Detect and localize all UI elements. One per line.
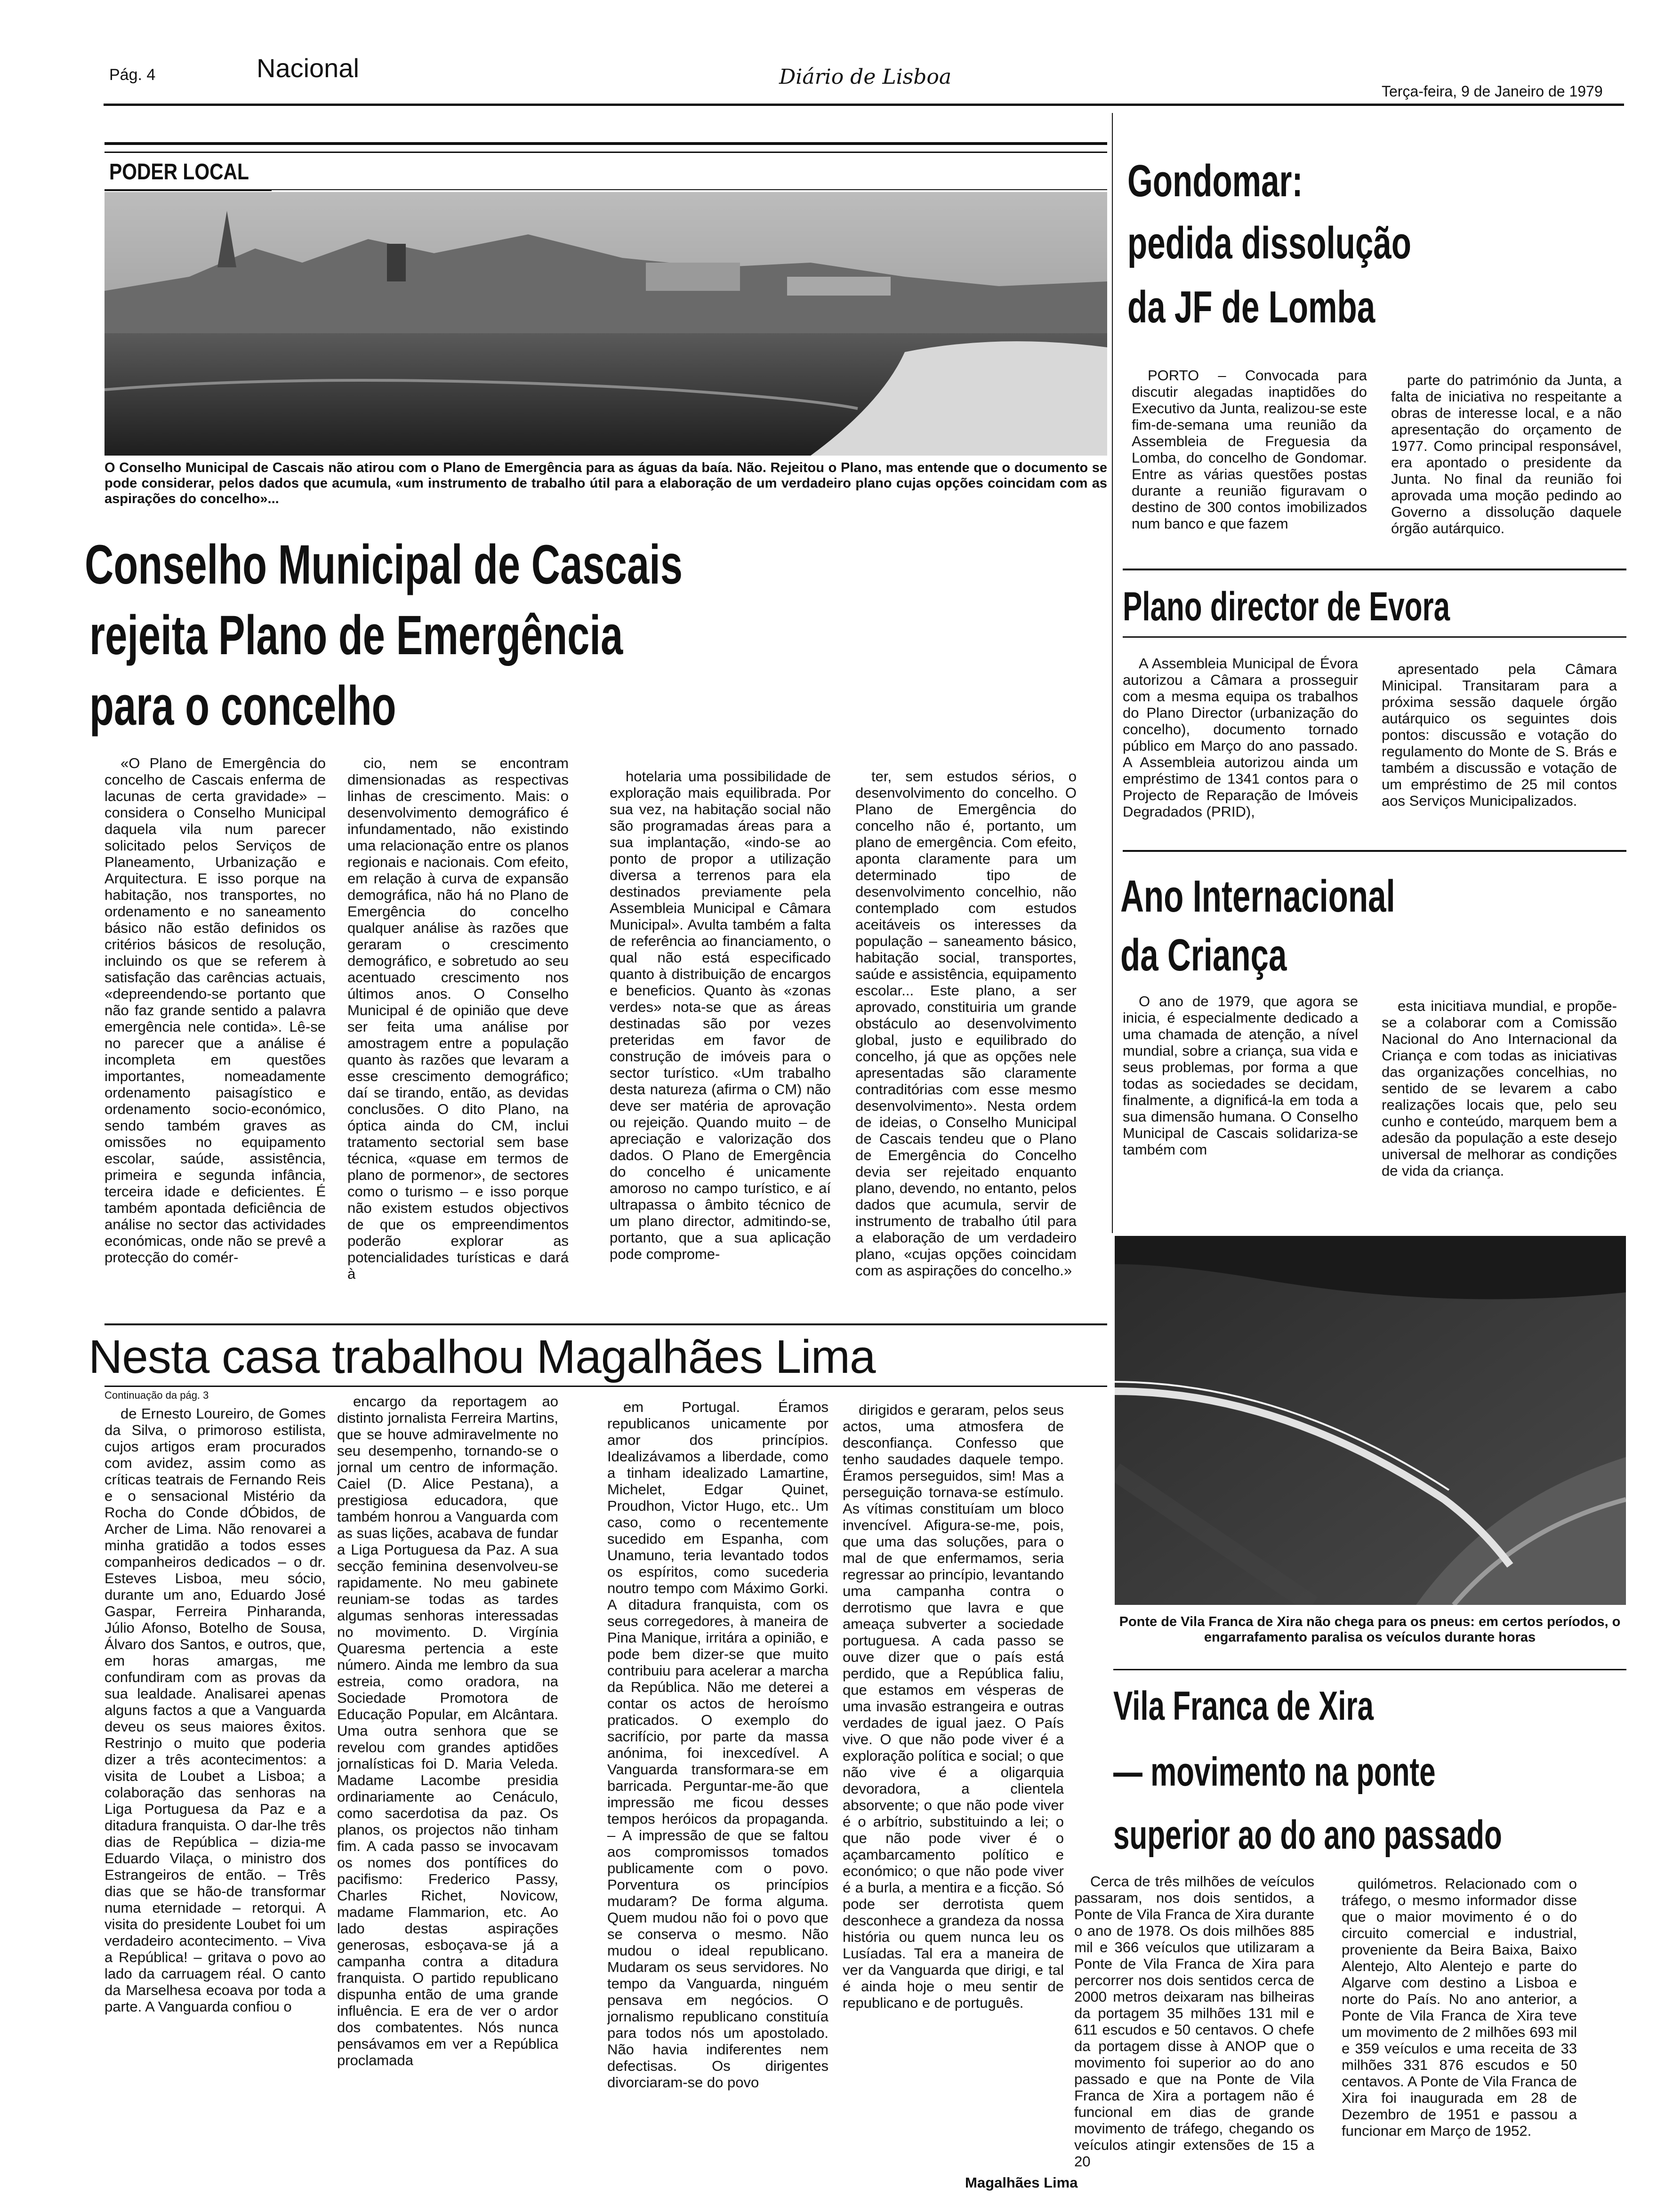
vila-franca-bridge-photo — [1115, 1236, 1626, 1605]
magalhaes-text-col3 — [607, 1399, 828, 2204]
cascais-text-col2 — [347, 755, 569, 1301]
vila-franca-text-col1 — [1074, 1873, 1314, 2203]
magalhaes-text-col4-body: dirigidos e geraram, pelos seus actos, uma atmosfera de desconfiança. Confesso que tenho saudades daquele tempo. Éramos perseguidos, sim! Mas a perseguição tornava-se estímulo. As vítimas constituíam um bloco invencível. Afigura-se-me, pois, que uma das soluções, para o mal de que enfermamos, seria regressar ao princípio, levantando uma campanha contra o derrotismo que lavra e que ameaça subverter a sociedade portuguesa. A cada passo se ouve dizer que o país está perdido, que a República faliu, que estamos em vésperas de uma invasão estrangeira e outras verdades de igual jaez. O País vive. O que não pode viver é a exploração política e social; o que não vive é a oligarquia devoradora, a clientela absorvente; o que não pode viver é o arbítrio, substituindo a lei; o que não pode viver é o açambarcamento político e económico; o que não pode viver é a burla, a mentira e a ficção. Só pode ser derrotista quem desconhece a grandeza da nossa história ou quem nunca leu os Lusíadas. Tal era a maneira de ver da Vanguarda que dirigi, e tal é ainda hoje o meu sentir de republicano e de português. — [843, 1402, 1064, 2011]
cascais-text-col1-body: «O Plano de Emergência do concelho de Cascais enferma de lacunas de certa gravidade» – considera o Conselho Municipal daquela vila num parecer solicitado pelos Serviços de Planeamento, Urbanização e Arquitectura. E isso porque na habitação, nos transportes, no ordenamento e no saneamento básico não estão definidos os critérios básicos de resolução, incluindo os que se referem à satisfação das carências actuais, «depreendendo-se portanto que não faz grande sentido a palavra emergência nele contida». Lê-se no parecer que a análise é incompleta em questões importantes, nomeadamente ordenamento paisagístico e ordenamento socio-económico, sendo também graves as omissões no equipamento escolar, saúde, assistência, primeira e segunda infância, terceira idade e deficientes. É também apontada deficiência de análise no sector das actividades económicas, onde não se prevê a protecção do comér- — [105, 755, 326, 1266]
cascais-bottom-rule — [105, 1323, 1107, 1325]
evora-text-col1-body: A Assembleia Municipal de Évora autorizou a Câmara a prosseguir com a mesma equipa os trabalhos do Plano Director (urbanização do concelho), documento tornado público em Março do ano passado. A Assembleia autorizou ainda um empréstimo de 1341 contos para o Projecto de Reparação de Imóveis Degradados (PRID), — [1123, 655, 1358, 820]
cascais-bay-photo — [105, 192, 1107, 456]
cascais-text-col1 — [105, 755, 326, 1301]
cascais-text-col4-body: ter, sem estudos sérios, o desenvolvimento do concelho. O Plano de Emergência do concelho não é, portanto, um plano de emergência. Com efeito, aponta claramente para um determinado tipo de desenvolvimento concelhio, não contemplado com estudos aceitáveis os interesses da população – saneamento básico, habitação social, transportes, saúde e assistência, equipamento escolar... Este plano, a ser aprovado, constituiria um grande obstáculo ao desenvolvimento global, justo e equilibrado do concelho, já que as opções nele apresentadas são claramente contraditórias com esse mesmo desenvolvimento». Nesta ordem de ideias, o Conselho Municipal de Cascais tendeu que o Plano de Emergência do Concelho devia ser rejeitado enquanto plano, devendo, no entanto, pelos dados que acumula, servir de instrumento de trabalho útil para a elaboração de um verdadeiro plano, «cujas opções coincidam com as aspirações do concelho.» — [855, 768, 1077, 1279]
evora-headline-rule — [1123, 636, 1626, 638]
cascais-text-col3-body: hotelaria uma possibilidade de exploração mais equilibrada. Por sua vez, na habitação social não são programadas áreas para a sua implantação, «indo-se ao ponto de propor a utilização diversa a terrenos para ela destinados previamente pela Assembleia Municipal e Câmara Municipal». Avulta também a falta de referência ao financiamento, o qual não está especificado quanto à distribuição de encargos e beneficios. Quanto às «zonas verdes» nota-se que as áreas destinadas são por vezes preteridas em favor de construção de imóveis para o sector turístico. «Um trabalho desta natureza (afirma o CM) não deve ser matéria de aprovação ou rejeição. Quando muito – de apreciação e valorização dos dados. O Plano de Emergência do concelho é unicamente amoroso no campo turístico, e aí ultrapassa o âmbito técnico de um plano director, admitindo-se, portanto, que a sua aplicação pode comprome- — [610, 768, 831, 1262]
vila-franca-headline-line3: superior ao do ano passado — [1113, 1812, 1502, 1858]
magalhaes-text-col3-body: em Portugal. Éramos republicanos unicamente por amor dos princípios. Idealizávamos a liberdade, como a tinham idealizado Lamartine, Michelet, Edgar Quinet, Proudhon, Victor Hugo, etc.. Um caso, como o recentemente sucedido em Espanha, com Unamuno, teria levantado todos os espíritos, como sucederia noutro tempo com Máximo Gorki. A ditadura franquista, com os seus corregedores, à maneira de Pina Manique, irritára a opinião, e pode bem dizer-se que muito contribuiu para acelerar a marcha da República. Não me deterei a contar os actos de heroísmo praticados. O exemplo do sacrifício, por parte da massa anónima, foi inexcedível. A Vanguarda transformara-se em barricada. Perguntar-me-ão que impressão me ficou desses tempos heróicos da propaganda. – A impressão de que se faltou aos compromissos tomados publicamente com o povo. Porventura os princípios mudaram? De forma alguma. Quem mudou não foi o povo que se conserva o mesmo. Não mudou o ideal republicano. Mudaram os seus servidores. No tempo da Vanguarda, ninguém pensava em negócios. O jornalismo republicano constituía para todos nós um apostolado. Não havia indiferentes nem defectisas. Os dirigentes divorciaram-se do povo — [607, 1399, 828, 2091]
section-name: Nacional — [257, 53, 359, 83]
issue-date: Terça-feira, 9 de Janeiro de 1979 — [1382, 83, 1603, 100]
crianca-text-col2-body: esta inicitiava mundial, e propõe-se a colaborar com a Comissão Nacional do Ano Internacional da Criança e com todas as iniciativas das organizações concelhias, no sentido de se levarem a cabo realizações locais que, pelo seu cunho e conteúdo, marquem bem a adesão da população a este desejo universal de melhorar as condições de vida da criança. — [1382, 998, 1617, 1179]
cascais-photo-caption: O Conselho Municipal de Cascais não atirou com o Plano de Emergência para as águas da baía. Não. Rejeitou o Plano, mas entende que o documento se pode considerar, pelos dados que acumula, «um instrumento de trabalho útil para a elaboração de um verdadeiro plano cujas opções coincidam com as aspirações do concelho»... — [105, 460, 1107, 506]
masthead-rule — [104, 104, 1624, 106]
evora-headline: Plano director de Evora — [1123, 584, 1450, 629]
gondomar-bottom-rule — [1123, 569, 1626, 570]
vila-franca-headline-line2: — movimento na ponte — [1113, 1749, 1436, 1795]
cascais-text-col2-body: cio, nem se encontram dimensionadas as respectivas linhas de crescimento. Mais: o desenvolvimento demográfico é infundamentado, não existindo uma relacionação entre os planos regionais e nacionais. Com efeito, em relação à curva de expansão demográfica, não há no Plano de Emergência do concelho qualquer análise às razões que geraram o crescimento demográfico, e sobretudo ao seu acentuado crescimento nos últimos anos. O Conselho Municipal é de opinião que deve ser feita uma análise por amostragem entre a população quanto às razões que levaram a esse crescimento demográfico; daí se tirando, então, as devidas conclusões. O dito Plano, na óptica ainda do CM, inclui tratamento sectorial sem base técnica, «quase em termos de plano de pormenor», de sectores como o turismo – e isso porque não existem estudos objectivos de que os empreendimentos poderão explorar as potencialidades turísticas e dará à — [347, 755, 569, 1282]
vila-franca-caption-rule — [1113, 1669, 1626, 1670]
magalhaes-signature: Magalhães Lima — [965, 2174, 1078, 2191]
crianca-text-col1-body: O ano de 1979, que agora se inicia, é especialmente dedicado a uma chamada de atenção, a nível mundial, sobre a criança, sua vida e seus problemas, por forma a que todas as sociedades se decidam, finalmente, a dignificá-la em toda a sua dimensão humana. O Conselho Municipal de Cascais solidariza-se também com — [1123, 993, 1358, 1158]
vila-franca-text-col2-body: quilómetros. Relacionado com o tráfego, o mesmo informador disse que o maior movimento é o do circuito comercial e industrial, proveniente da Beira Baixa, Baixo Alentejo, Alto Alentejo e parte do Algarve com destino a Lisboa e norte do País. No ano anterior, a Ponte de Vila Franca de Xira teve um movimento de 2 milhões 693 mil e 359 veículos e uma receita de 33 milhões 331 876 escudos e 50 centavos. A Ponte de Vila Franca de Xira foi inaugurada em 28 de Dezembro de 1951 e passou a funcionar em Março de 1952. — [1342, 1875, 1577, 2139]
cascais-headline-line1: Conselho Municipal de Cascais — [85, 534, 683, 596]
evora-text-col1 — [1123, 655, 1358, 843]
magalhaes-text-col4 — [843, 1402, 1064, 2164]
magalhaes-headline-rule — [105, 1386, 1107, 1387]
crianca-text-col1 — [1123, 993, 1358, 1200]
magalhaes-text-col2 — [337, 1393, 558, 2203]
vila-franca-headline-line1: Vila Franca de Xira — [1113, 1683, 1374, 1729]
magalhaes-text-col1-body: de Ernesto Loureiro, de Gomes da Silva, o primoroso estilista, cujos artigos eram procurados com avidez, assim como as críticas teatrais de Fernando Reis e o sensacional Mistério da Rocha do Conde dÓbidos, de Archer de Lima. Não renovarei a minha gratidão a todos esses companheiros dedicados – o dr. Esteves Lisboa, meu sócio, durante um ano, Eduardo José Gaspar, Ferreira Pinharanda, Júlio Afonso, Botelho de Sousa, Álvaro dos Santos, e outros, que, em horas amargas, me confundiram com as provas da sua lealdade. Analisarei apenas alguns factos a que a Vanguarda deveu os seus maiores êxitos. Restrinjo o muito que poderia dizer a três acontecimentos: a visita de Loubet a Lisboa; a colaboração das senhoras na Liga Portuguesa da Paz e a ditadura franquista. O dar-lhe três dias de República – dizia-me Eduardo Vilaça, o ministro dos Estrangeiros de então. – Três dias que se hão-de transformar numa eternidade – retorqui. A visita do presidente Loubet foi um verdadeiro acontecimento. – Viva a República! – gritava o povo ao lado da carruagem réal. O canto da Marselhesa ecoava por toda a parte. A Vanguarda confiou o — [105, 1405, 326, 2015]
vila-franca-photo-caption: Ponte de Vila Franca de Xira não chega para os pneus: em certos períodos, o engarrafamento paralisa os veículos durante horas — [1119, 1614, 1621, 1645]
magalhaes-headline: Nesta casa trabalhou Magalhães Lima — [88, 1330, 876, 1383]
gondomar-text-col1-body: PORTO – Convocada para discutir alegadas inaptidões do Executivo da Junta, realizou-se este fim-de-semana uma reunião da Assembleia de Freguesia da Lomba, do concelho de Gondomar. Entre as várias questões postas durante a reunião figuravam o destino de 300 contos imobilizados num banco e que fazem — [1132, 367, 1367, 532]
cascais-headline-line3: para o concelho — [89, 675, 396, 737]
vila-franca-text-col1-body: Cerca de três milhões de veículos passaram, nos dois sentidos, a Ponte de Vila Franca de Xira durante o ano de 1978. Os dois milhões 885 mil e 366 veículos que utilizaram a Ponte de Vila Franca de Xira para percorrer nos dois sentidos cerca de 2000 metros deixaram nas bilheiras da portagem 35 milhões 131 mil e 611 escudos e 50 centavos. O chefe da portagem disse à ANOP que o movimento foi superior ao do ano passado e que na Ponte de Vila Franca de Xira a portagem não é funcional em dias de grande movimento de tráfego, chegando os veículos atingir extensões de 15 a 20 — [1074, 1873, 1314, 2170]
newspaper-masthead: Diário de Lisboa — [779, 65, 952, 89]
evora-bottom-rule — [1123, 850, 1626, 852]
section-kicker: PODER LOCAL — [109, 160, 249, 184]
crianca-text-col2 — [1382, 998, 1617, 1205]
gondomar-headline-line3: da JF de Lomba — [1127, 282, 1375, 332]
kicker-rule-top — [105, 142, 1107, 145]
kicker-underline — [105, 189, 272, 191]
gondomar-headline-line1: Gondomar: — [1127, 156, 1303, 206]
page-number: Pág. 4 — [109, 66, 156, 84]
continuation-note: Continuação da pág. 3 — [105, 1389, 209, 1401]
cascais-text-col3 — [610, 768, 831, 1314]
crianca-headline-line2: da Criança — [1120, 930, 1287, 980]
magalhaes-text-col1 — [105, 1405, 326, 2205]
gondomar-headline-line2: pedida dissolução — [1127, 218, 1412, 268]
evora-text-col2-body: apresentado pela Câmara Minicipal. Transitaram para a próxima sessão daquele órgão autárquico os seguintes dois pontos: discussão e votação do regulamento do Monte de S. Brás e também a discussão e votação de um empréstimo de 25 mil contos aos Serviços Municipalizados. — [1382, 661, 1617, 809]
gondomar-text-col2-body: parte do património da Junta, a falta de iniciativa no respeitante a obras de interesse local, e a não apresentação do orçamento de 1977. Como principal responsável, era apontado o presidente da Junta. No final da reunião foi aprovada uma moção pedindo ao Governo a dissolução daquele órgão autárquico. — [1391, 372, 1622, 537]
magalhaes-text-col2-body: encargo da reportagem ao distinto jornalista Ferreira Martins, que se houve admiravelmente no seu desempenho, tornando-se o jornal um centro de informação. Caiel (D. Alice Pestana), a prestigiosa educadora, que também honrou a Vanguarda com as suas lições, acabava de fundar a Liga Portuguesa da Paz. A sua secção feminina desenvolveu-se rapidamente. No meu gabinete reuniam-se todas as tardes algumas senhoras interessadas no movimento. D. Virgínia Quaresma pertencia a este número. Ainda me lembro da sua estreia, como oradora, na Sociedade Promotora de Educação Popular, em Alcântara. Uma outra senhora que se revelou com grandes aptidões jornalísticas foi D. Maria Veleda. Madame Lacombe presidia ordinariamente ao Cenáculo, como sacerdotisa da paz. Os planos, os projectos não tinham fim. A cada passo se invocavam os nomes dos pontífices do pacifismo: Frederico Passy, Charles Richet, Novicow, madame Flammarion, etc. Ao lado destas aspirações generosas, esboçava-se já a campanha contra a ditadura franquista. O partido republicano dispunha então de uma grande influência. E era de ver o ardor dos combatentes. Nós nunca pensávamos em ver a República proclamada — [337, 1393, 558, 2068]
evora-text-col2 — [1382, 661, 1617, 844]
kicker-rule-right — [272, 189, 1107, 190]
vila-franca-text-col2 — [1342, 1875, 1577, 2205]
cascais-text-col4 — [855, 768, 1077, 1314]
kicker-rule-mid — [105, 152, 1107, 153]
gondomar-text-col1 — [1132, 367, 1367, 560]
crianca-headline-line1: Ano Internacional — [1120, 871, 1395, 922]
gondomar-text-col2 — [1391, 372, 1622, 560]
column-rule — [1112, 113, 1113, 1233]
cascais-headline-line2: rejeita Plano de Emergência — [89, 604, 623, 666]
